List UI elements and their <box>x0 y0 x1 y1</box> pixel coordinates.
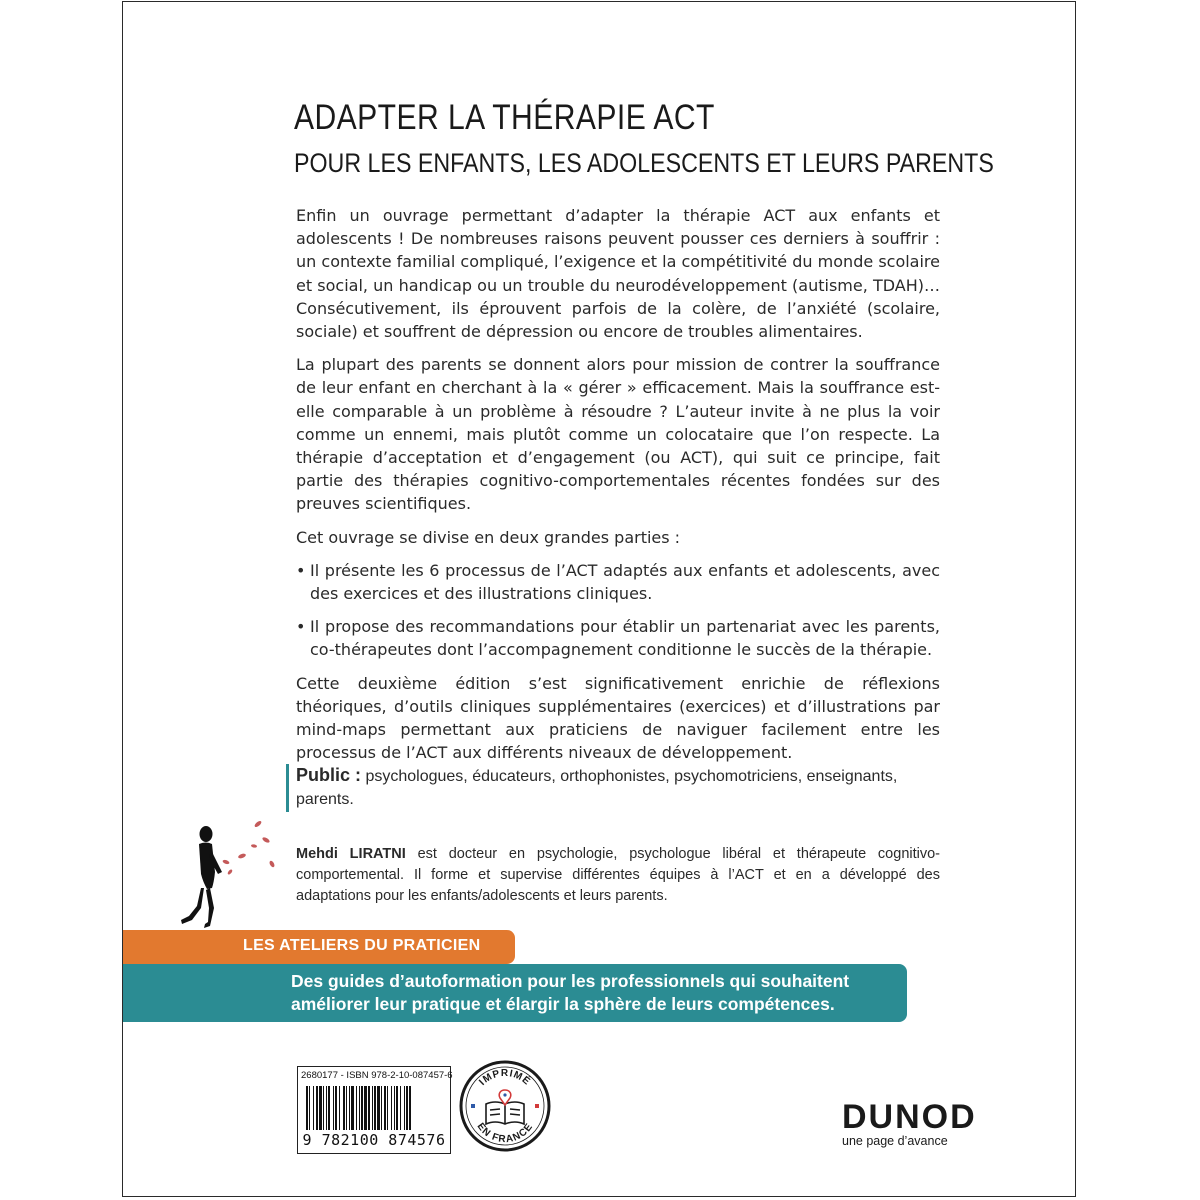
isbn-digits: 9 782100 874576 <box>302 1131 446 1149</box>
publisher-name: DUNOD <box>842 1098 977 1136</box>
parts-list <box>296 559 940 662</box>
book-subtitle: POUR LES ENFANTS, LES ADOLESCENTS ET LEURS PARENTS <box>294 148 994 178</box>
seal-top-text: IMPRIMÉ <box>477 1068 533 1088</box>
author-bio <box>296 844 940 907</box>
barcode-bars <box>304 1086 444 1130</box>
audience-text: psychologues, éducateurs, orthophonistes, psychomotriciens, enseignants, parents. <box>296 768 898 808</box>
collection-tagline-banner <box>123 964 907 1022</box>
description <box>296 204 940 774</box>
bullet-icon: • <box>296 560 306 580</box>
description-paragraph-4: Cette deuxième édition s’est significativement enrichie de réflexions théoriques, d’outils cliniques supplémentaires (exercices) et d’illustrations par mind-maps permettant aux praticiens de naviguer facilement entre les processus de l’ACT aux différents niveaux de développement. <box>296 673 940 763</box>
audience-label: Public : <box>296 765 362 785</box>
publisher-tagline: une page d’avance <box>842 1134 948 1148</box>
seal-bottom-text: EN FRANCE <box>474 1121 536 1146</box>
description-paragraph-2: La plupart des parents se donnent alors pour mission de contrer la souffrance de leur enfant en cherchant à la « gérer » efficacement. Mais la souffrance est-elle comparable à un problème à résoudre ? L’auteur invite à ne plus la voir comme un ennemi, mais plutôt comme un colocataire que l’on respecte. La thérapie d’acceptation et d’engagement (ou ACT), qui suit ce principe, fait partie des thérapies cognitivo-comportementales récentes fondées sur des preuves scientifiques. <box>296 355 940 514</box>
collection-name: LES ATELIERS DU PRATICIEN <box>243 937 481 954</box>
publisher-logo <box>842 1100 977 1148</box>
barcode <box>297 1066 451 1154</box>
printed-in-france-seal <box>459 1060 551 1152</box>
collection-tagline: Des guides d’autoformation pour les professionnels qui souhaitent améliorer leur pratique et élargir la sphère de leurs compétences. <box>291 971 850 1014</box>
collection-banner <box>123 930 515 964</box>
author-name: Mehdi LIRATNI <box>296 846 406 862</box>
bullet-icon: • <box>296 617 306 637</box>
book-title: ADAPTER LA THÉRAPIE ACT <box>294 98 715 137</box>
isbn-line: 2680177 - ISBN 978-2-10-087457-6 <box>301 1070 453 1081</box>
description-paragraph-3: Cet ouvrage se divise en deux grandes parties : <box>296 527 681 547</box>
author-bio-text: est docteur en psychologie, psychologue libéral et thérapeute cognitivo-comportemental. Il forme et supervise différentes équipes à l’ACT et en a développé des adaptations pour les enfants/adolescents et leurs parents. <box>296 846 940 904</box>
audience-block <box>286 764 946 812</box>
list-item: • Il présente les 6 processus de l’ACT adaptés aux enfants et adolescents, avec des exercices et des illustrations cliniques. <box>296 560 940 604</box>
list-item: • Il propose des recommandations pour établir un partenariat avec les parents, co-thérapeutes dont l’accompagnement conditionne le succès de la thérapie. <box>296 617 940 660</box>
description-paragraph-1: Enfin un ouvrage permettant d’adapter la thérapie ACT aux enfants et adolescents ! De nombreuses raisons peuvent pousser ces derniers à souffrir : un contexte familial compliqué, l’exigence et la compétitivité du monde scolaire et social, un handicap ou un trouble du neurodéveloppement (autisme, TDAH)… Consécutivement, ils éprouvent parfois de la colère, de l’anxiété (scolaire, sociale) et souffrent de dépression ou encore de troubles alimentaires. <box>296 206 940 342</box>
walking-man-illustration <box>170 812 280 932</box>
